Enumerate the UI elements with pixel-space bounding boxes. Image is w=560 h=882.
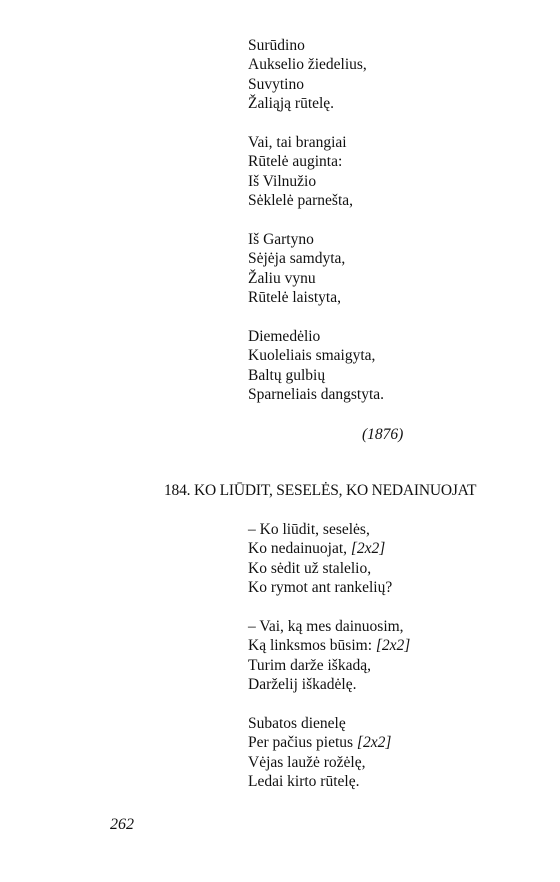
- page-number: 262: [110, 816, 134, 833]
- poem-stanza-3: [248, 230, 345, 308]
- poem-line: Rūtelė auginta:: [248, 153, 343, 171]
- song-title: 184. KO LIŪDIT, SESELĖS, KO NEDAINUOJAT: [164, 482, 477, 499]
- poem-stanza-1: [248, 36, 367, 114]
- poem-line: Rūtelė laistyta,: [248, 289, 341, 307]
- song-line: [248, 539, 392, 558]
- song-line: Subatos dienelę: [248, 715, 346, 732]
- poem-line: Iš Gartyno: [248, 231, 314, 248]
- poem-line: Žaliu vynu: [248, 269, 316, 287]
- song-line: Darželij iškadėlę.: [248, 676, 357, 694]
- poem-line: Surūdino: [248, 37, 305, 54]
- song-line-text: Ko nedainuojat,: [248, 540, 348, 558]
- song-line: Ledai kirto rūtelę.: [248, 773, 360, 791]
- song-stanza-3: [248, 714, 391, 792]
- song-line-text: Ką linksmos būsim:: [248, 637, 373, 655]
- song-stanza-2: [248, 617, 410, 695]
- song-line: – Vai, ką mes dainuosim,: [248, 618, 404, 635]
- song-line: Ko rymot ant rankelių?: [248, 579, 393, 597]
- poem-line: Iš Vilnužio: [248, 172, 317, 190]
- refrain-mark: [2x2]: [350, 540, 386, 558]
- poem-line: Sėjėja samdyta,: [248, 250, 346, 268]
- song-line: Turim darže iškadą,: [248, 656, 371, 674]
- song-line: [248, 733, 391, 752]
- song-line: [248, 636, 410, 655]
- poem-date: (1876): [362, 426, 404, 443]
- refrain-mark: [2x2]: [356, 734, 392, 752]
- refrain-mark: [2x2]: [375, 637, 411, 655]
- song-line: Ko sėdit už stalelio,: [248, 559, 372, 577]
- song-line-text: Per pačius pietus: [248, 734, 354, 752]
- poem-line: Diemedėlio: [248, 328, 321, 345]
- song-stanza-1: [248, 520, 392, 598]
- poem-stanza-4: [248, 327, 384, 405]
- poem-line: Suvytino: [248, 75, 304, 93]
- poem-line: Aukselio žiedelius,: [248, 56, 367, 74]
- song-line: – Ko liūdit, seselės,: [248, 521, 370, 538]
- poem-line: Baltų gulbių: [248, 366, 326, 384]
- poem-line: Vai, tai brangiai: [248, 134, 347, 151]
- song-line: Vėjas laužė rožėlę,: [248, 753, 366, 771]
- poem-stanza-2: [248, 133, 353, 211]
- poem-line: Kuoleliais smaigyta,: [248, 347, 376, 365]
- poem-line: Sparneliais dangstyta.: [248, 386, 385, 404]
- poem-line: Sėklelė parnešta,: [248, 192, 354, 210]
- poem-line: Žaliąją rūtelę.: [248, 95, 335, 113]
